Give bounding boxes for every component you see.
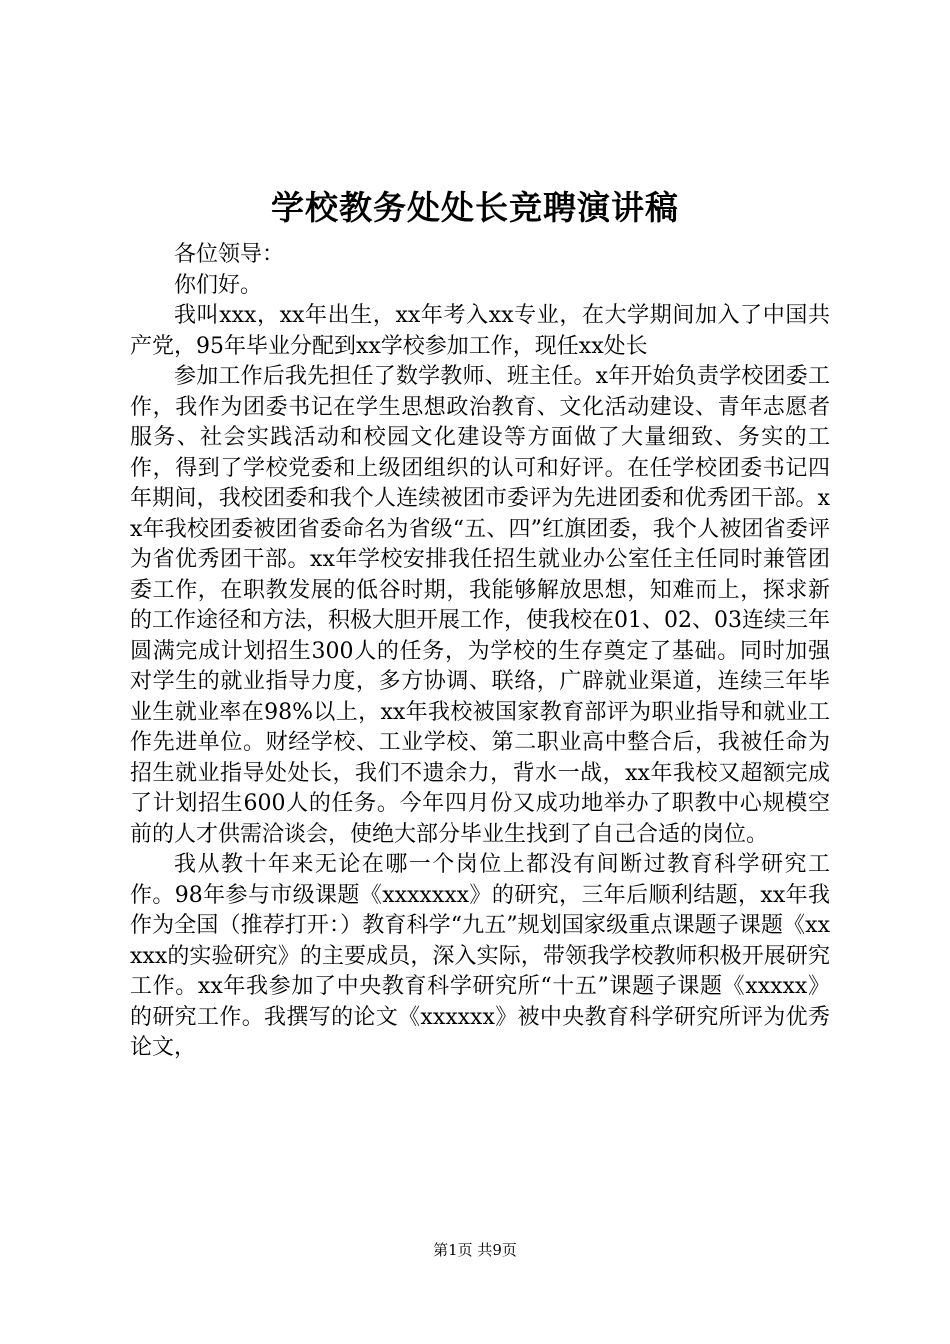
document-body: [130, 240, 830, 1064]
greeting-paragraph: 你们好。: [174, 272, 263, 298]
research-paragraph: 我从教十年来无论在哪一个岗位上都没有间断过教育科学研究工作。98年参与市级课题《xxxxxxx》的研究，三年后顺利结题，xx年我作为全国（推荐打开：）教育科学“九五”规划国家级重点课题子课题《xxxxx的实验研究》的主要成员，深入实际，带领我学校教师积极开展研究工作。xx年我参加了中央教育科学研究所“十五”课题子课题《xxxxx》的研究工作。我撰写的论文《xxxxxx》被中央教育科学研究所评为优秀论文，: [130, 852, 830, 1060]
work-experience-paragraph: 参加工作后我先担任了数学教师、班主任。x年开始负责学校团委工作，我作为团委书记在学生思想政治教育、文化活动建设、青年志愿者服务、社会实践活动和校园文化建设等方面做了大量细致、务实的工作，得到了学校党委和上级团组织的认可和好评。在任学校团委书记四年期间，我校团委和我个人连续被团市委评为先进团委和优秀团干部。xx年我校团委被团省委命名为省级“五、四”红旗团委，我个人被团省委评为省优秀团干部。xx年学校安排我任招生就业办公室任主任同时兼管团委工作，在职教发展的低谷时期，我能够解放思想，知难而上，探求新的工作途径和方法，积极大胆开展工作，使我校在01、02、03连续三年圆满完成计划招生300人的任务，为学校的生存奠定了基础。同时加强对学生的就业指导力度，多方协调、联络，广辟就业渠道，连续三年毕业生就业率在98%以上，xx年我校被国家教育部评为职业指导和就业工作先进单位。财经学校、工业学校、第二职业高中整合后，我被任命为招生就业指导处处长，我们不遗余力，背水一战，xx年我校又超额完成了计划招生600人的任务。今年四月份又成功地举办了职教中心规模空前的人才供需洽谈会，使绝大部分毕业生找到了自己合适的岗位。: [130, 364, 830, 847]
introduction-paragraph: 我叫xxx，xx年出生，xx年考入xx专业，在大学期间加入了中国共产党，95年毕业分配到xx学校参加工作，现任xx处长: [130, 303, 830, 359]
page-footer: 第1页 共9页: [433, 1241, 517, 1259]
document-title: 学校教务处处长竞聘演讲稿: [271, 188, 679, 227]
salutation-paragraph: 各位领导：: [174, 242, 285, 267]
